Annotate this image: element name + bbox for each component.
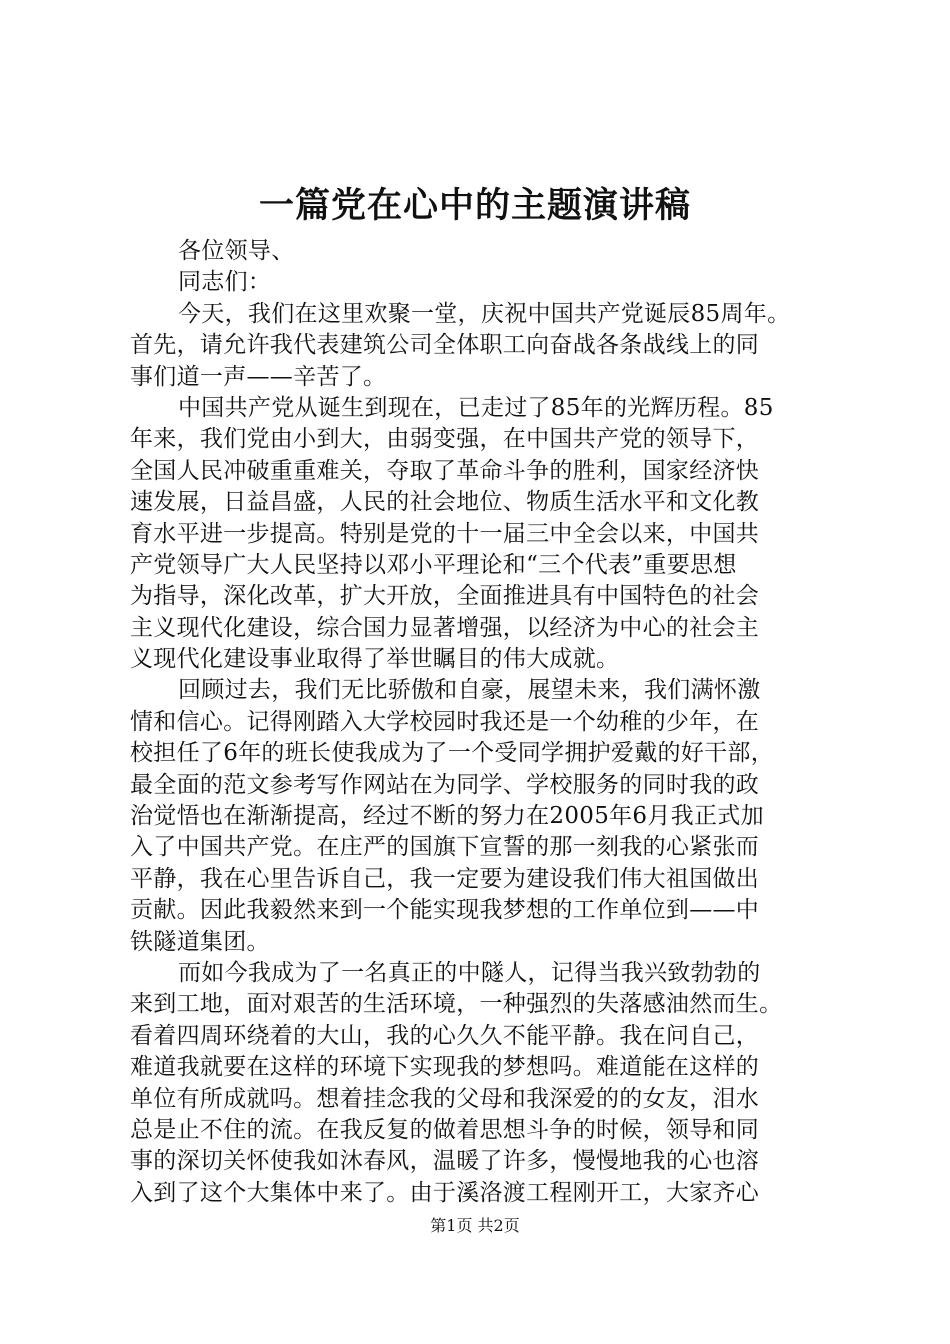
body-line: 情和信心。记得刚踏入大学校园时我还是一个幼稚的少年，在 [130,708,760,735]
body-line: 全国人民冲破重重难关，夺取了革命斗争的胜利，国家经济快 [130,457,760,484]
body-line: 义现代化建设事业取得了举世瞩目的伟大成就。 [130,646,620,673]
body-line: 事的深切关怀使我如沐春风，温暖了许多，慢慢地我的心也溶 [130,1148,760,1175]
body-line: 单位有所成就吗。想着挂念我的父母和我深爱的的女友，泪水 [130,1085,760,1112]
body-line: 难道我就要在这样的环境下实现我的梦想吗。难道能在这样的 [130,1054,760,1081]
body-line: 中国共产党从诞生到现在，已走过了85年的光辉历程。85 [178,394,774,421]
body-line: 校担任了6年的班长使我成为了一个受同学拥护爱戴的好干部， [130,740,775,767]
body-line: 看着四周环绕着的大山，我的心久久不能平静。我在问自己， [130,1022,760,1049]
body-line: 贡献。因此我毅然来到一个能实现我梦想的工作单位到——中 [130,897,760,924]
body-line: 平静，我在心里告诉自己，我一定要为建设我们伟大祖国做出 [130,865,760,892]
body-line: 育水平进一步提高。特别是党的十一届三中全会以来，中国共 [130,520,760,547]
document-title: 一篇党在心中的主题演讲稿 [258,185,691,226]
body-line: 来到工地，面对艰苦的生活环境，一种强烈的失落感油然而生。 [130,991,783,1018]
body-line: 事们道一声——辛苦了。 [130,363,387,390]
body-line: 速发展，日益昌盛，人民的社会地位、物质生活水平和文化教 [130,489,760,516]
body-line: 回顾过去，我们无比骄傲和自豪，展望未来，我们满怀激 [178,677,761,704]
body-line: 产党领导广大人民坚持以邓小平理论和“三个代表”重要思想 [130,551,737,578]
body-line: 各位领导、 [178,238,295,264]
body-line: 而如今我成为了一名真正的中隧人，记得当我兴致勃勃的 [178,959,761,986]
body-line: 入了中国共产党。在庄严的国旗下宣誓的那一刻我的心紧张而 [130,834,760,861]
page-footer: 第1页 共2页 [430,1216,520,1235]
body-line: 最全面的范文参考写作网站在为同学、学校服务的同时我的政 [130,771,760,798]
body-line: 总是止不住的流。在我反复的做着思想斗争的时候，领导和同 [130,1116,760,1143]
body-line: 入到了这个大集体中来了。由于溪洛渡工程刚开工，大家齐心 [130,1179,760,1206]
body-line: 为指导，深化改革，扩大开放，全面推进具有中国特色的社会 [130,583,760,610]
body-line: 铁隧道集团。 [130,928,270,955]
document-body [130,236,830,1209]
body-line: 今天，我们在这里欢聚一堂，庆祝中国共产党诞辰85周年。 [178,300,791,327]
body-line: 首先，请允许我代表建筑公司全体职工向奋战各条战线上的同 [130,332,760,359]
body-line: 同志们： [178,269,272,296]
body-line: 治觉悟也在渐渐提高，经过不断的努力在2005年6月我正式加 [130,803,764,830]
body-line: 主义现代化建设，综合国力显著增强，以经济为中心的社会主 [130,614,760,641]
body-line: 年来，我们党由小到大，由弱变强，在中国共产党的领导下， [130,426,760,453]
